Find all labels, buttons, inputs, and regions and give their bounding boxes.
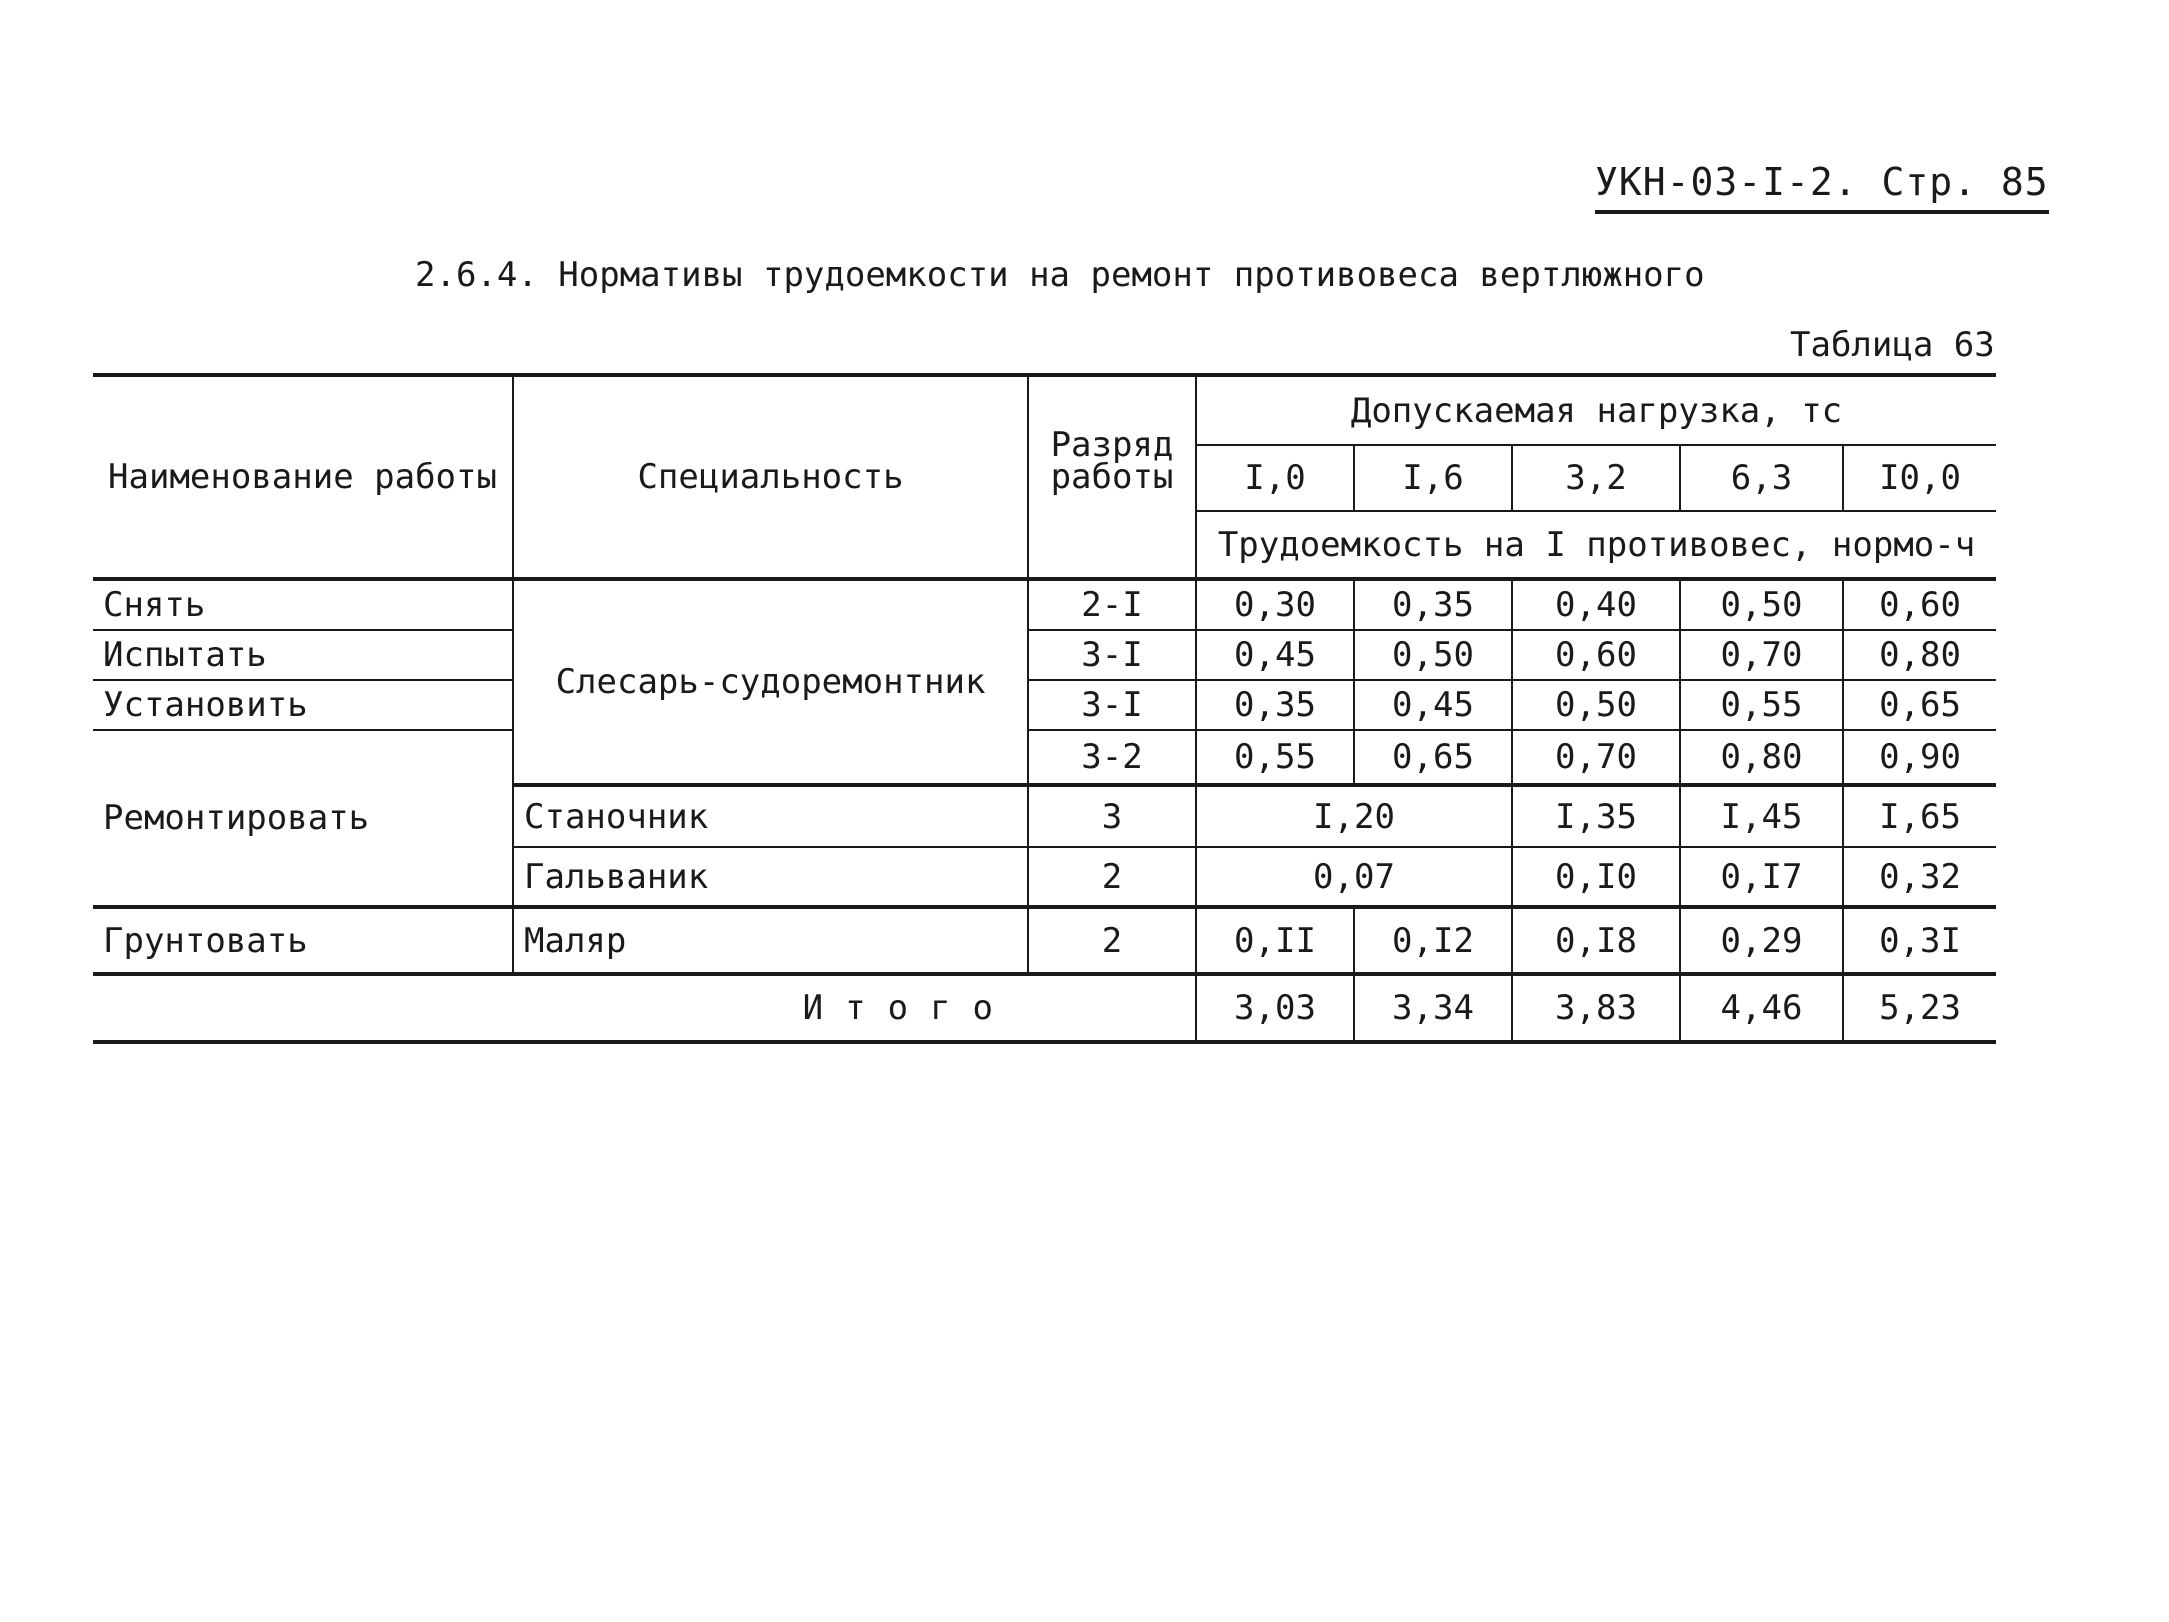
table-row <box>93 907 1996 974</box>
value-cell: 0,50 <box>1354 630 1512 680</box>
total-value: 3,83 <box>1512 974 1680 1042</box>
total-value: 4,46 <box>1680 974 1843 1042</box>
value-cell: 0,07 <box>1196 847 1512 907</box>
grade-cell: 3 <box>1028 785 1196 847</box>
value-cell: 0,35 <box>1354 579 1512 630</box>
grade-cell: 3-2 <box>1028 730 1196 785</box>
value-cell: 0,3I <box>1843 907 1996 974</box>
specialty-name: Гальваник <box>513 847 1028 907</box>
col-header-work: Наименование работы <box>93 375 513 579</box>
grade-cell: 3-I <box>1028 680 1196 730</box>
load-value: 6,3 <box>1680 445 1843 511</box>
page-header: УКН-03-I-2. Стр. 85 <box>1595 160 2049 214</box>
header-row <box>93 375 1996 445</box>
grade-cell: 2 <box>1028 847 1196 907</box>
specialty-name: Слесарь-судоремонтник <box>513 579 1028 785</box>
specialty-name: Маляр <box>513 907 1028 974</box>
operation-name: Снять <box>93 579 513 630</box>
load-value: I0,0 <box>1843 445 1996 511</box>
col-header-grade: Разряд работы <box>1028 375 1196 579</box>
value-cell: 0,60 <box>1512 630 1680 680</box>
value-cell: 0,55 <box>1196 730 1354 785</box>
value-cell: 0,I0 <box>1512 847 1680 907</box>
total-label: Итого <box>93 974 1196 1042</box>
value-cell: 0,35 <box>1196 680 1354 730</box>
value-cell: 0,I7 <box>1680 847 1843 907</box>
value-cell: 0,90 <box>1843 730 1996 785</box>
value-cell: 0,32 <box>1843 847 1996 907</box>
total-row <box>93 974 1996 1042</box>
grade-cell: 2 <box>1028 907 1196 974</box>
value-cell: 0,80 <box>1843 630 1996 680</box>
table-label: Таблица 63 <box>1790 325 1995 365</box>
value-cell: I,20 <box>1196 785 1512 847</box>
value-cell: 0,65 <box>1843 680 1996 730</box>
table-row <box>93 579 1996 630</box>
value-cell: I,45 <box>1680 785 1843 847</box>
operation-name: Установить <box>93 680 513 730</box>
value-cell: 0,40 <box>1512 579 1680 630</box>
value-cell: 0,45 <box>1354 680 1512 730</box>
value-cell: 0,II <box>1196 907 1354 974</box>
col-header-specialty: Специальность <box>513 375 1028 579</box>
load-value: I,0 <box>1196 445 1354 511</box>
value-cell: I,35 <box>1512 785 1680 847</box>
total-value: 5,23 <box>1843 974 1996 1042</box>
value-cell: 0,65 <box>1354 730 1512 785</box>
total-value: 3,34 <box>1354 974 1512 1042</box>
grade-cell: 2-I <box>1028 579 1196 630</box>
value-cell: 0,70 <box>1680 630 1843 680</box>
total-value: 3,03 <box>1196 974 1354 1042</box>
value-cell: 0,I8 <box>1512 907 1680 974</box>
specialty-name: Станочник <box>513 785 1028 847</box>
value-cell: 0,70 <box>1512 730 1680 785</box>
value-cell: 0,60 <box>1843 579 1996 630</box>
table-row <box>93 730 1996 785</box>
labor-caption: Трудоемкость на I противовес, нормо-ч <box>1196 511 1996 579</box>
load-value: 3,2 <box>1512 445 1680 511</box>
value-cell: I,65 <box>1843 785 1996 847</box>
operation-name: Грунтовать <box>93 907 513 974</box>
grade-cell: 3-I <box>1028 630 1196 680</box>
value-cell: 0,29 <box>1680 907 1843 974</box>
value-cell: 0,45 <box>1196 630 1354 680</box>
labor-norms-table <box>93 373 1996 1044</box>
table-row <box>93 680 1996 730</box>
value-cell: 0,50 <box>1680 579 1843 630</box>
col-header-load: Допускаемая нагрузка, тс <box>1196 375 1996 445</box>
value-cell: 0,55 <box>1680 680 1843 730</box>
operation-name: Ремонтировать <box>93 730 513 907</box>
load-value: I,6 <box>1354 445 1512 511</box>
value-cell: 0,80 <box>1680 730 1843 785</box>
value-cell: 0,30 <box>1196 579 1354 630</box>
value-cell: 0,I2 <box>1354 907 1512 974</box>
value-cell: 0,50 <box>1512 680 1680 730</box>
operation-name: Испытать <box>93 630 513 680</box>
section-title: 2.6.4. Нормативы трудоемкости на ремонт противовеса вертлюжного <box>415 255 1705 295</box>
table-row <box>93 630 1996 680</box>
